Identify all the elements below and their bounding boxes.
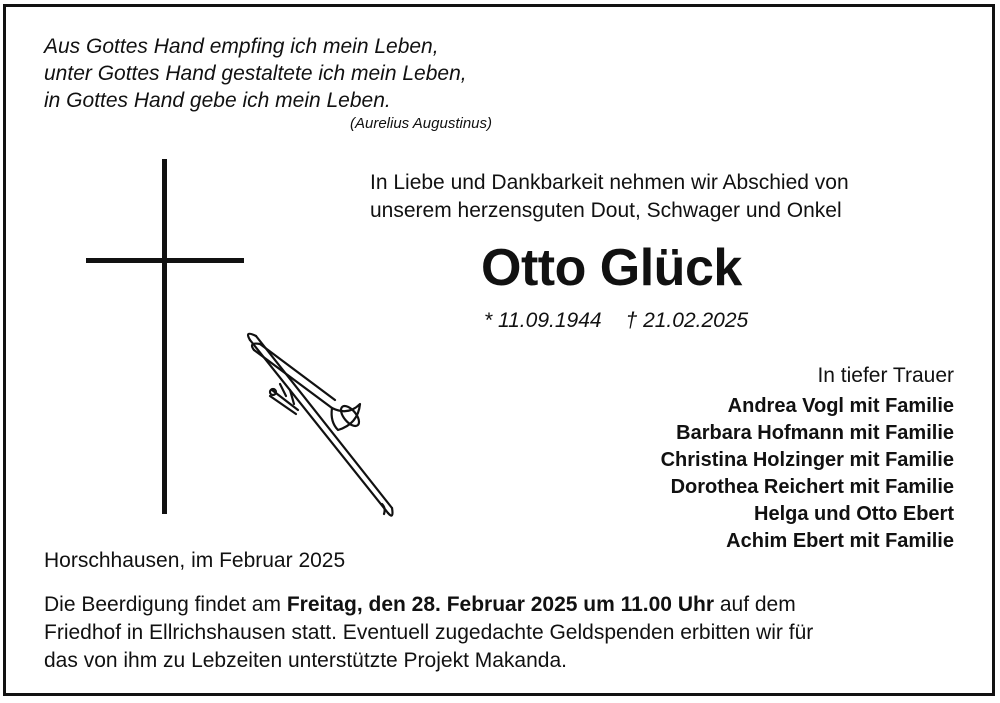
intro-line: unserem herzensguten Dout, Schwager und Onkel: [370, 199, 842, 222]
funeral-line: das von ihm zu Lebzeiten unterstützte Projekt Makanda.: [44, 649, 567, 672]
funeral-notice: [44, 591, 964, 675]
place-date: Horschhausen, im Februar 2025: [44, 549, 346, 572]
birth-date: * 11.09.1944: [484, 309, 602, 332]
life-dates: [484, 309, 772, 333]
funeral-datetime: Freitag, den 28. Februar 2025 um 11.00 Uhr: [286, 593, 714, 616]
quote-line: unter Gottes Hand gestaltete ich mein Leben,: [44, 62, 467, 85]
mourner: Achim Ebert mit Familie: [726, 530, 954, 552]
quote-source: (Aurelius Augustinus): [350, 115, 493, 132]
cross-horizontal-bar: [86, 258, 244, 263]
funeral-pre: Die Beerdigung findet am: [44, 593, 287, 616]
cross-vertical-bar: [162, 159, 167, 514]
intro-line: In Liebe und Dankbarkeit nehmen wir Abschied von: [370, 171, 849, 194]
quote-line: Aus Gottes Hand empfing ich mein Leben,: [44, 35, 439, 58]
funeral-line: [44, 591, 964, 619]
funeral-line: Friedhof in Ellrichshausen statt. Eventuell zugedachte Geldspenden erbitten wir für: [44, 621, 814, 644]
mourner: Helga und Otto Ebert: [754, 503, 954, 525]
deceased-name: Otto Glück: [481, 239, 742, 297]
mourning-lead: In tiefer Trauer: [817, 364, 954, 387]
intro-text: [370, 169, 849, 225]
mourner: Christina Holzinger mit Familie: [660, 449, 954, 471]
trombone-icon: [240, 328, 400, 523]
quote-line: in Gottes Hand gebe ich mein Leben.: [44, 89, 391, 112]
quote: [44, 33, 467, 114]
mourner: Barbara Hofmann mit Familie: [676, 422, 954, 444]
funeral-post: auf dem: [714, 593, 796, 616]
mourner: Dorothea Reichert mit Familie: [670, 476, 954, 498]
mourner: Andrea Vogl mit Familie: [727, 395, 954, 417]
mourners-list: [661, 362, 954, 555]
death-date: † 21.02.2025: [625, 309, 749, 332]
